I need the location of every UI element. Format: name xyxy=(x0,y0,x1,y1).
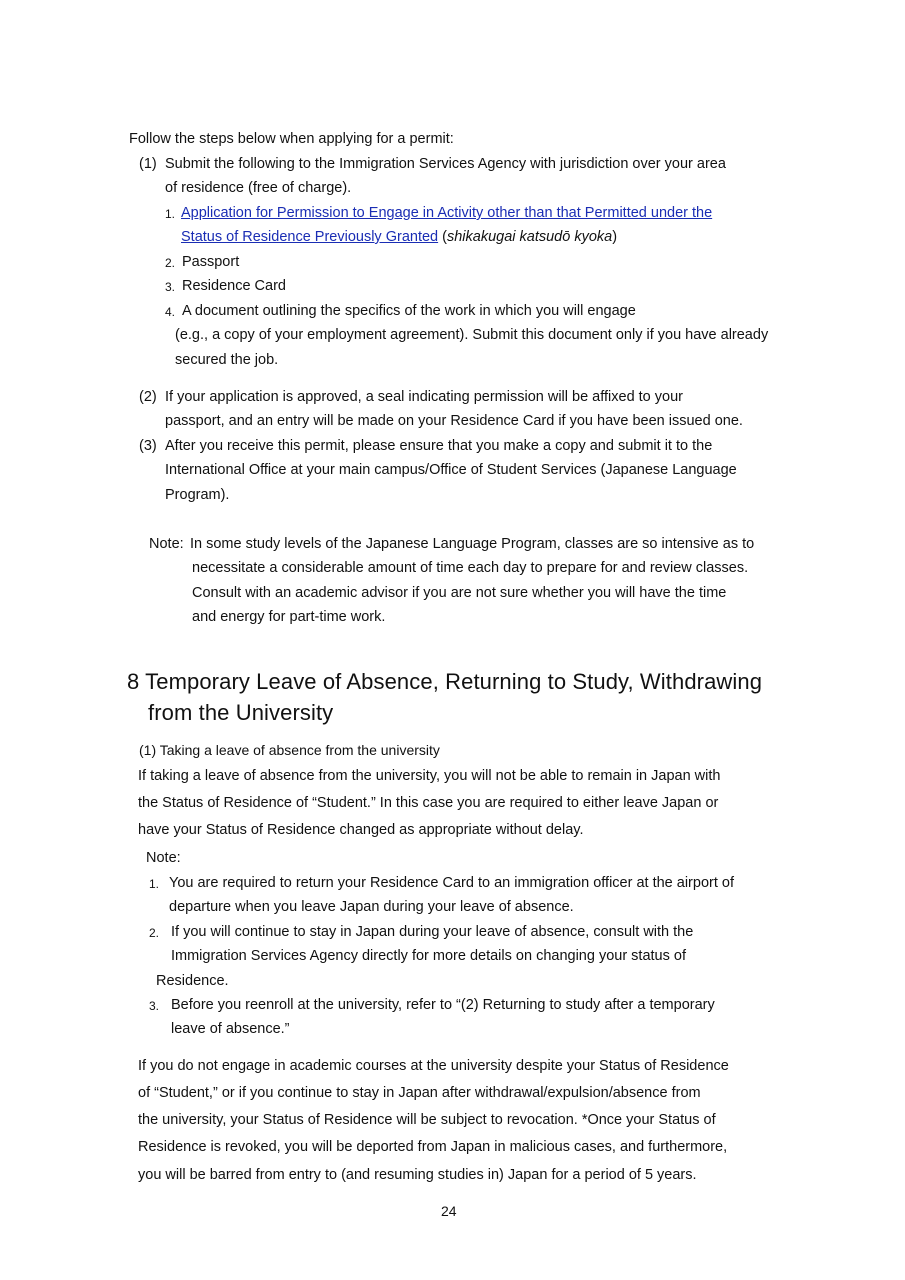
application-form-link-line-1[interactable]: Application for Permission to Engage in Activity other than that Permitted under the xyxy=(181,205,713,221)
step-2-number: (2) xyxy=(139,389,157,405)
item-3-text: Residence Card xyxy=(182,278,286,294)
item-1-number: 1. xyxy=(165,207,176,221)
note-item-1-number: 1. xyxy=(149,877,160,891)
step-3-line-2: International Office at your main campus/Office of Student Services (Japanese Language xyxy=(165,462,737,478)
item-4-line-1: A document outlining the specifics of the work in which you will engage xyxy=(182,303,636,319)
note-1-line-1: In some study levels of the Japanese Language Program, classes are so intensive as to xyxy=(190,536,755,552)
note-item-2-line-2: Immigration Services Agency directly for more details on changing your status of xyxy=(171,948,686,964)
paragraph-2-line-4: Residence is revoked, you will be deported from Japan in malicious cases, and furthermore, xyxy=(138,1139,728,1155)
note-1-line-3: Consult with an academic advisor if you are not sure whether you will have the time xyxy=(192,585,727,601)
item-1-paren-close: ) xyxy=(612,229,618,245)
step-1-number: (1) xyxy=(139,156,157,172)
note-item-2-number: 2. xyxy=(149,926,160,940)
note-2-label: Note: xyxy=(146,850,181,866)
page-number: 24 xyxy=(441,1203,457,1219)
step-1-line-1: Submit the following to the Immigration Services Agency with jurisdiction over your area xyxy=(165,156,726,172)
note-item-3-line-1: Before you reenroll at the university, refer to “(2) Returning to study after a temporary xyxy=(171,997,715,1013)
paragraph-1-line-2: the Status of Residence of “Student.” In this case you are required to either leave Japan or xyxy=(138,795,719,811)
paragraph-2-line-2: of “Student,” or if you continue to stay in Japan after withdrawal/expulsion/absence from xyxy=(138,1085,701,1101)
item-1-line-2 xyxy=(181,229,617,245)
note-item-1-line-2: departure when you leave Japan during your leave of absence. xyxy=(169,899,574,915)
paragraph-2-line-5: you will be barred from entry to (and resuming studies in) Japan for a period of 5 years. xyxy=(138,1167,697,1183)
item-4-line-2: (e.g., a copy of your employment agreement). Submit this document only if you have already xyxy=(175,327,769,343)
intro-text: Follow the steps below when applying for a permit: xyxy=(129,131,454,147)
subsection-1-title: (1) Taking a leave of absence from the university xyxy=(139,742,440,758)
note-1-line-4: and energy for part-time work. xyxy=(192,609,386,625)
section-8-heading-line-2: from the University xyxy=(148,700,334,725)
item-1-paren-open: ( xyxy=(438,229,447,245)
step-1-line-2: of residence (free of charge). xyxy=(165,180,352,196)
application-form-link-line-2[interactable]: Status of Residence Previously Granted xyxy=(181,229,439,245)
paragraph-2-line-1: If you do not engage in academic courses at the university despite your Status of Residence xyxy=(138,1058,729,1074)
step-2-line-1: If your application is approved, a seal indicating permission will be affixed to your xyxy=(165,389,683,405)
item-2-text: Passport xyxy=(182,254,240,270)
step-3-line-1: After you receive this permit, please ensure that you make a copy and submit it to the xyxy=(165,438,713,454)
item-2-number: 2. xyxy=(165,256,176,270)
note-item-2-line-1: If you will continue to stay in Japan during your leave of absence, consult with the xyxy=(171,924,694,940)
note-item-3-line-2: leave of absence.” xyxy=(171,1021,290,1037)
step-3-line-3: Program). xyxy=(165,487,230,503)
item-3-number: 3. xyxy=(165,280,176,294)
section-8-heading-line-1: 8 Temporary Leave of Absence, Returning to Study, Withdrawing xyxy=(127,669,763,694)
paragraph-1-line-3: have your Status of Residence changed as appropriate without delay. xyxy=(138,822,584,838)
note-1-line-2: necessitate a considerable amount of time each day to prepare for and review classes. xyxy=(192,560,749,576)
note-1-label: Note: xyxy=(149,536,184,552)
paragraph-1-line-1: If taking a leave of absence from the university, you will not be able to remain in Japan with xyxy=(138,768,721,784)
note-item-1-line-1: You are required to return your Residence Card to an immigration officer at the airport of xyxy=(169,875,734,891)
item-4-number: 4. xyxy=(165,305,176,319)
note-item-2-line-3: Residence. xyxy=(156,973,229,989)
item-4-line-3: secured the job. xyxy=(175,352,279,368)
step-3-number: (3) xyxy=(139,438,157,454)
note-item-3-number: 3. xyxy=(149,999,160,1013)
item-1-japanese-term: shikakugai katsudō kyoka xyxy=(446,229,613,245)
paragraph-2-line-3: the university, your Status of Residence will be subject to revocation. *Once your Status of xyxy=(138,1112,716,1128)
step-2-line-2: passport, and an entry will be made on your Residence Card if you have been issued one. xyxy=(165,413,743,429)
